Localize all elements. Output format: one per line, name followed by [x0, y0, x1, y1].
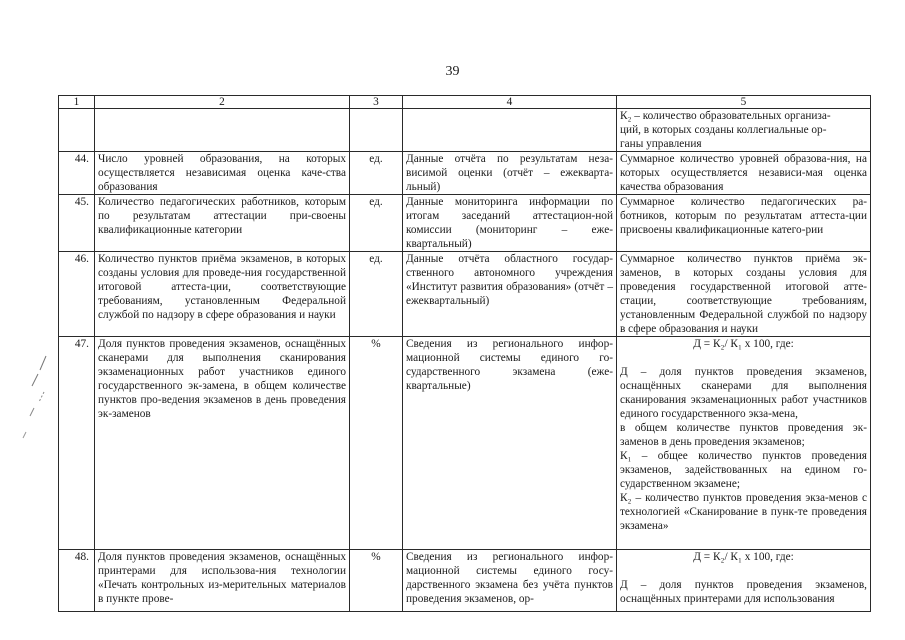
- unit-cell: %: [350, 550, 403, 612]
- definition-line: ций, в которых созданы коллегиальные ор-: [620, 124, 827, 136]
- page-number: 39: [445, 64, 460, 79]
- definition-line: Суммарное количество педагогических ра-ботников, которым по результатам аттеста-ции присвоены квалификационные катего-рии: [620, 196, 867, 236]
- table-row: [59, 252, 871, 337]
- indicator-name: Доля пунктов проведения экзаменов, оснащённых принтерами для использова-ния технологии «Печать контрольных из-мерительных материалов в пункте прове-: [95, 550, 350, 612]
- margin-pencil-marks: [18, 352, 54, 442]
- data-source: Данные мониторинга информации по итогам заседаний аттестацион-ной комиссии (мониторинг – еже-квартальный): [403, 195, 617, 252]
- definition-cell: [617, 252, 871, 337]
- table-row: [59, 152, 871, 195]
- definition-line: К₂ – количество пунктов проведения экза-менов с технологией «Сканирование в пунк-те проведения экзамена»: [620, 492, 867, 532]
- row-number: 46.: [59, 252, 95, 337]
- data-source: Данные отчёта по результатам неза-висимой оценки (отчёт – ежекварта-льный): [403, 152, 617, 195]
- formula: Д = К₂/ К₁ х 100, где:: [693, 338, 794, 350]
- indicator-name: Количество пунктов приёма экзаменов, в которых созданы условия для проведе-ния государственной итоговой аттеста-ции, соответствующие требованиям, установленным Федеральной службой по надзору в сфере образования и науки: [95, 252, 350, 337]
- row-number: 44.: [59, 152, 95, 195]
- table-row: [59, 195, 871, 252]
- definition-cell: [617, 109, 871, 152]
- header-cell: 5: [617, 96, 871, 109]
- definition-line: Суммарное количество уровней образова-ния, на которых осуществляется независи-мая оценка качества образования: [620, 153, 867, 193]
- definition-line: ганы управления: [620, 138, 702, 150]
- unit-cell: ед.: [350, 252, 403, 337]
- indicators-table: [58, 95, 871, 612]
- unit-cell: [350, 109, 403, 152]
- formula: Д = К₂/ К₁ х 100, где:: [693, 551, 794, 563]
- row-number: 45.: [59, 195, 95, 252]
- data-source: Сведения из регионального инфор-мационной системы единого го-сударственного экзамена (еже-квартальные): [403, 337, 617, 550]
- table-row-continuation: [59, 109, 871, 152]
- unit-cell: %: [350, 337, 403, 550]
- definition-cell: [617, 195, 871, 252]
- definition-cell: [617, 550, 871, 612]
- header-cell: 3: [350, 96, 403, 109]
- data-source: Данные отчёта областного государ-ственного автономного учреждения «Институт развития образования» (отчёт – ежеквартальный): [403, 252, 617, 337]
- table-header-row: [59, 96, 871, 109]
- header-cell: 4: [403, 96, 617, 109]
- unit-cell: ед.: [350, 152, 403, 195]
- definition-line: Суммарное количество пунктов приёма эк-заменов, в которых созданы условия для проведения государственной итоговой атте-стации, соответствующие требованиям, установленным Федеральной службой по надзору в сфере образования и науки: [620, 253, 867, 335]
- definition-line: К₁ – общее количество пунктов проведения экзаменов, задействованных на едином го-сударственном экзамене;: [620, 450, 867, 490]
- indicator-name: Количество педагогических работников, которым по результатам аттестации при-своены квалификационные категории: [95, 195, 350, 252]
- definition-line: в общем количестве пунктов проведения эк-заменов в день проведения экзаменов;: [620, 422, 867, 448]
- definition-line: К₂ – количество образовательных организа-: [620, 110, 831, 122]
- row-number: 47.: [59, 337, 95, 550]
- row-number: [59, 109, 95, 152]
- definition-cell: [617, 152, 871, 195]
- definition-cell: [617, 337, 871, 550]
- data-source: [403, 109, 617, 152]
- table-row: [59, 550, 871, 612]
- data-source: Сведения из регионального инфор-мационной системы единого госу-дарственного экзамена без учёта пунктов проведения экзаменов, ор-: [403, 550, 617, 612]
- row-number: 48.: [59, 550, 95, 612]
- definition-line: Д – доля пунктов проведения экзаменов, оснащённых сканерами для выполнения сканирования экзаменационных работ участников единого государственного экза-мена,: [620, 366, 867, 420]
- indicator-name: Число уровней образования, на которых осуществляется независимая оценка каче-ства образования: [95, 152, 350, 195]
- table-row: [59, 337, 871, 550]
- indicator-name: [95, 109, 350, 152]
- unit-cell: ед.: [350, 195, 403, 252]
- definition-line: Д – доля пунктов проведения экзаменов, оснащённых принтерами для использования: [620, 579, 867, 605]
- header-cell: 2: [95, 96, 350, 109]
- indicator-name: Доля пунктов проведения экзаменов, оснащённых сканерами для выполнения сканирования экзаменационных работ участников единого государственного эк-замена, в общем количестве пунктов про-ведения экзаменов в день проведения эк-заменов: [95, 337, 350, 550]
- header-cell: 1: [59, 96, 95, 109]
